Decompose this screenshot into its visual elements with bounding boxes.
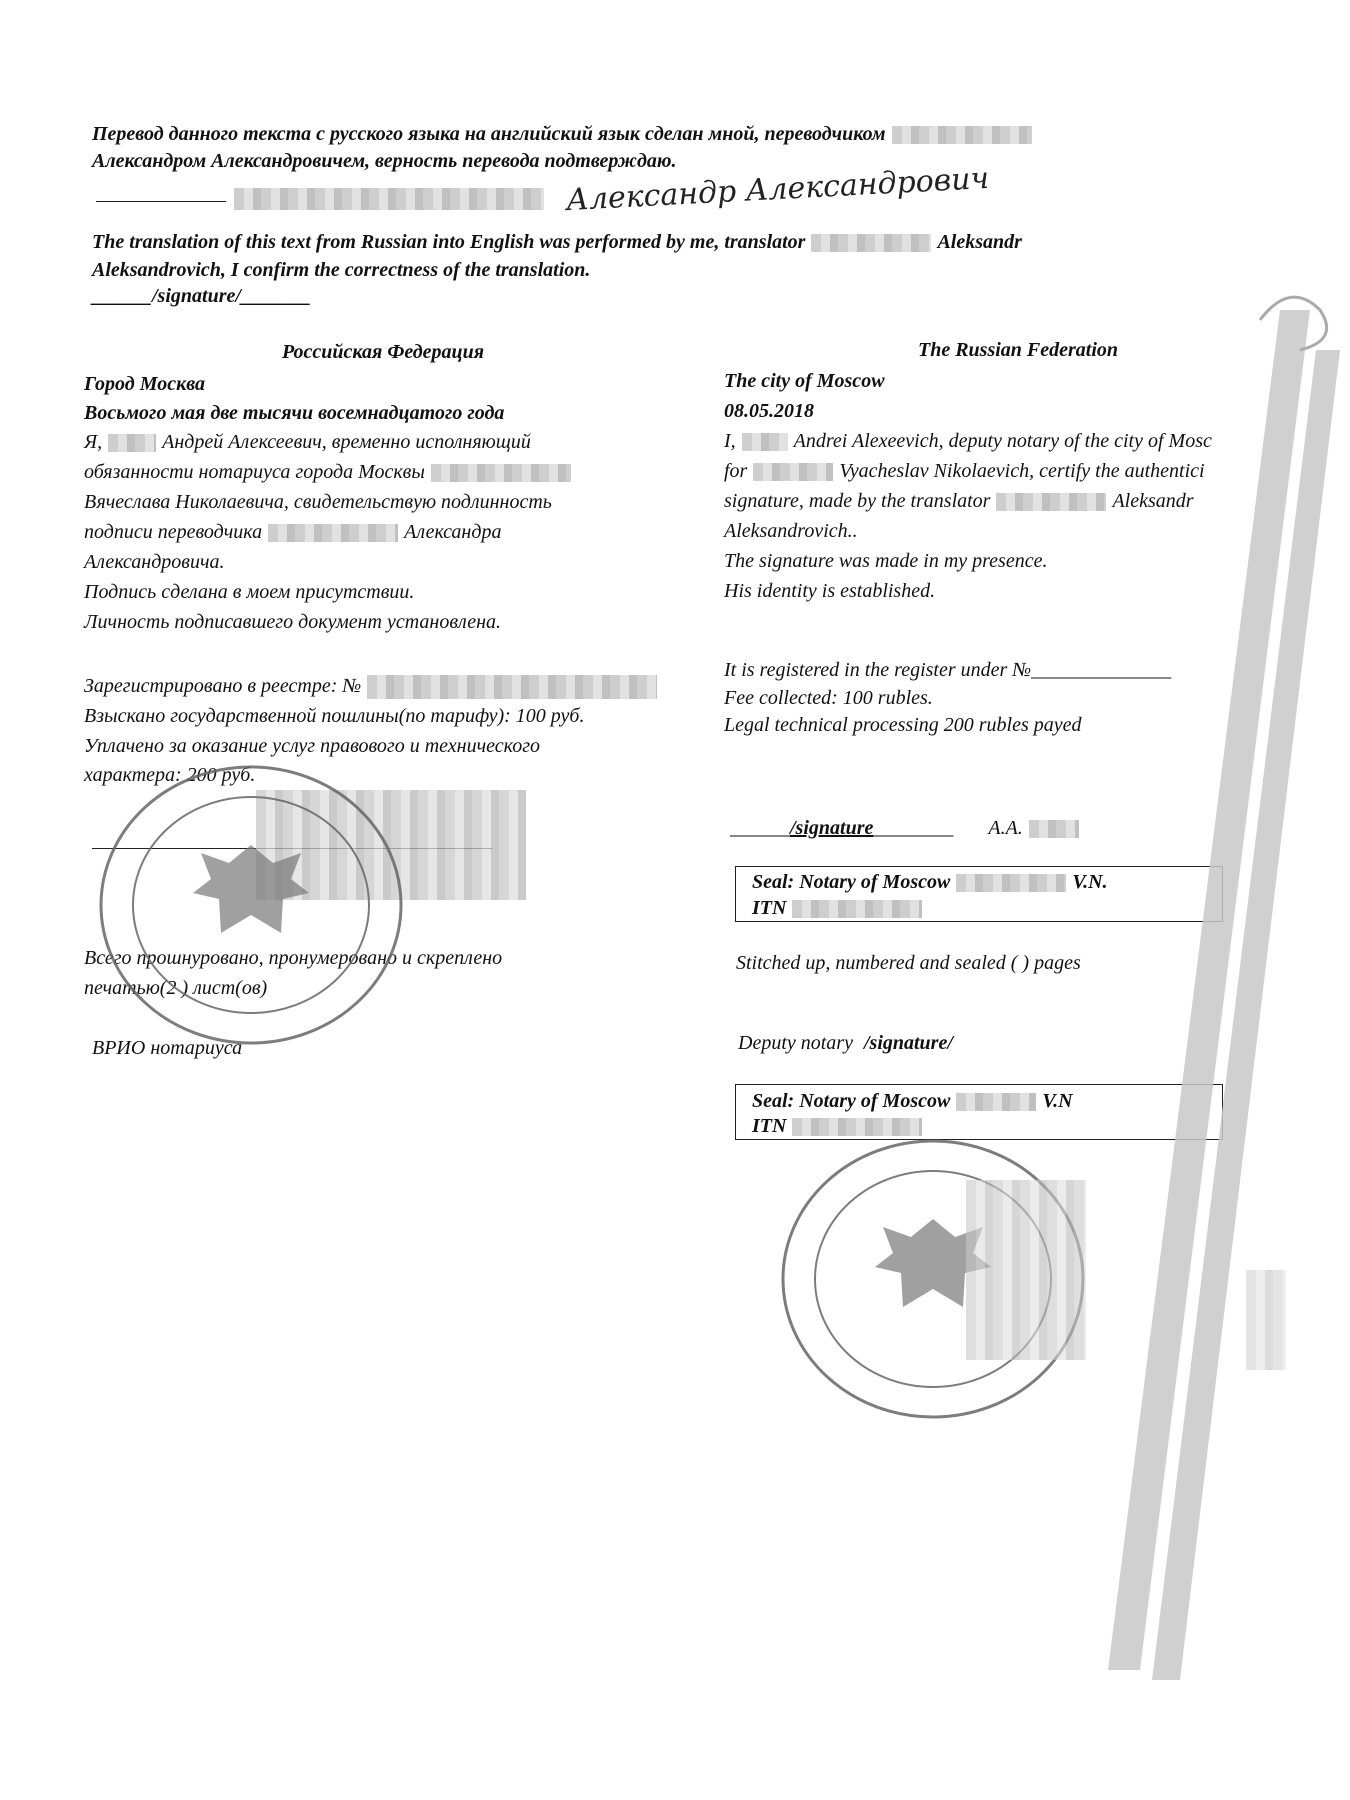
handwritten-signature: Александр Александрович [565,160,990,219]
ru-notary-label: ВРИО нотариуса [92,1037,243,1059]
redacted-surname [268,524,398,542]
en-p4: Aleksandrovich.. [724,520,858,542]
ru-p1: Я, Андрей Алексеевич, временно исполняющий [84,431,531,453]
en-p6: His identity is established. [724,580,936,602]
ru-stitched-1: Всего прошнуровано, пронумеровано и скреплено [84,947,503,969]
ru-paid-1: Уплачено за оказание услуг правового и технического [84,735,541,757]
seal-2-itn: ITN [752,1114,928,1138]
en-fee: Fee collected: 100 rubles. [724,687,933,709]
ru-p4: подписи переводчика Александра [84,521,502,543]
en-heading: The Russian Federation [918,339,1119,361]
translator-ru-line2: Александром Александровичем, верность перевода подтверждаю. [92,150,677,172]
redacted-name-signature [234,188,544,210]
ru-p3: Вячеслава Николаевича, свидетельствую подлинность [84,491,552,513]
signature-rule [96,201,226,202]
redacted-surname [742,433,788,451]
en-p5: The signature was made in my presence. [724,550,1048,572]
redacted-register-number [367,675,657,699]
en-legal: Legal technical processing 200 rubles payed [724,714,1082,736]
en-deputy-notary: Deputy notary /signature/ [738,1032,953,1054]
redacted-surname [811,234,931,252]
ru-p6: Подпись сделана в моем присутствии. [84,581,415,603]
redacted-itn [792,900,922,918]
seal-2-label: Seal: Notary of Moscow V.N [752,1090,1073,1112]
ru-stitched-2: печатью(2 ) лист(ов) [84,977,268,999]
ru-city: Город Москва [84,373,206,395]
en-city: The city of Moscow [724,370,885,392]
en-date: 08.05.2018 [724,400,814,422]
redacted-surname [892,126,1032,144]
en-p1: I, Andrei Alexeevich, deputy notary of the city of Mosc [724,430,1212,452]
en-register: It is registered in the register under №______________ [724,659,1172,681]
ru-register: Зарегистрировано в реестре: № [84,674,663,699]
translator-ru-line1: Перевод данного текста с русского языка на английский язык сделан мной, переводчиком [92,122,1038,146]
redacted-surname [431,464,571,482]
en-stitched: Stitched up, numbered and sealed ( ) pages [736,952,1081,974]
translator-signature-line: ______/signature/_______ [92,285,311,307]
ru-p7: Личность подписавшего документ установлена. [84,611,502,633]
en-signature-line: ______/signature________ A.A. [730,816,1085,840]
redacted-surname [753,463,833,481]
ru-date: Восьмого мая две тысячи восемнадцатого года [84,402,505,424]
ru-paid-2: характера: 200 руб. [84,764,256,786]
ru-fee: Взыскано государственной пошлины(по тарифу): 100 руб. [84,705,585,727]
ru-heading: Российская Федерация [282,341,485,363]
translator-en-line1: The translation of this text from Russian into English was performed by me, translator Aleksandr [92,231,1022,253]
en-p2: for Vyacheslav Nikolaevich, certify the authentici [724,460,1205,482]
redacted-edge [1246,1270,1286,1370]
ru-p2: обязанности нотариуса города Москвы [84,460,577,484]
notary-stamp-1 [96,760,406,1050]
binding-ribbon [1010,290,1340,1690]
seal-1-label: Seal: Notary of Moscow V.N. [752,871,1108,893]
redacted-surname [108,434,156,452]
en-p3: signature, made by the translator Aleksandr [724,490,1194,512]
seal-1-itn: ITN [752,896,928,920]
translator-en-line2: Aleksandrovich, I confirm the correctness of the translation. [92,259,591,281]
ru-p5: Александровича. [84,551,225,573]
